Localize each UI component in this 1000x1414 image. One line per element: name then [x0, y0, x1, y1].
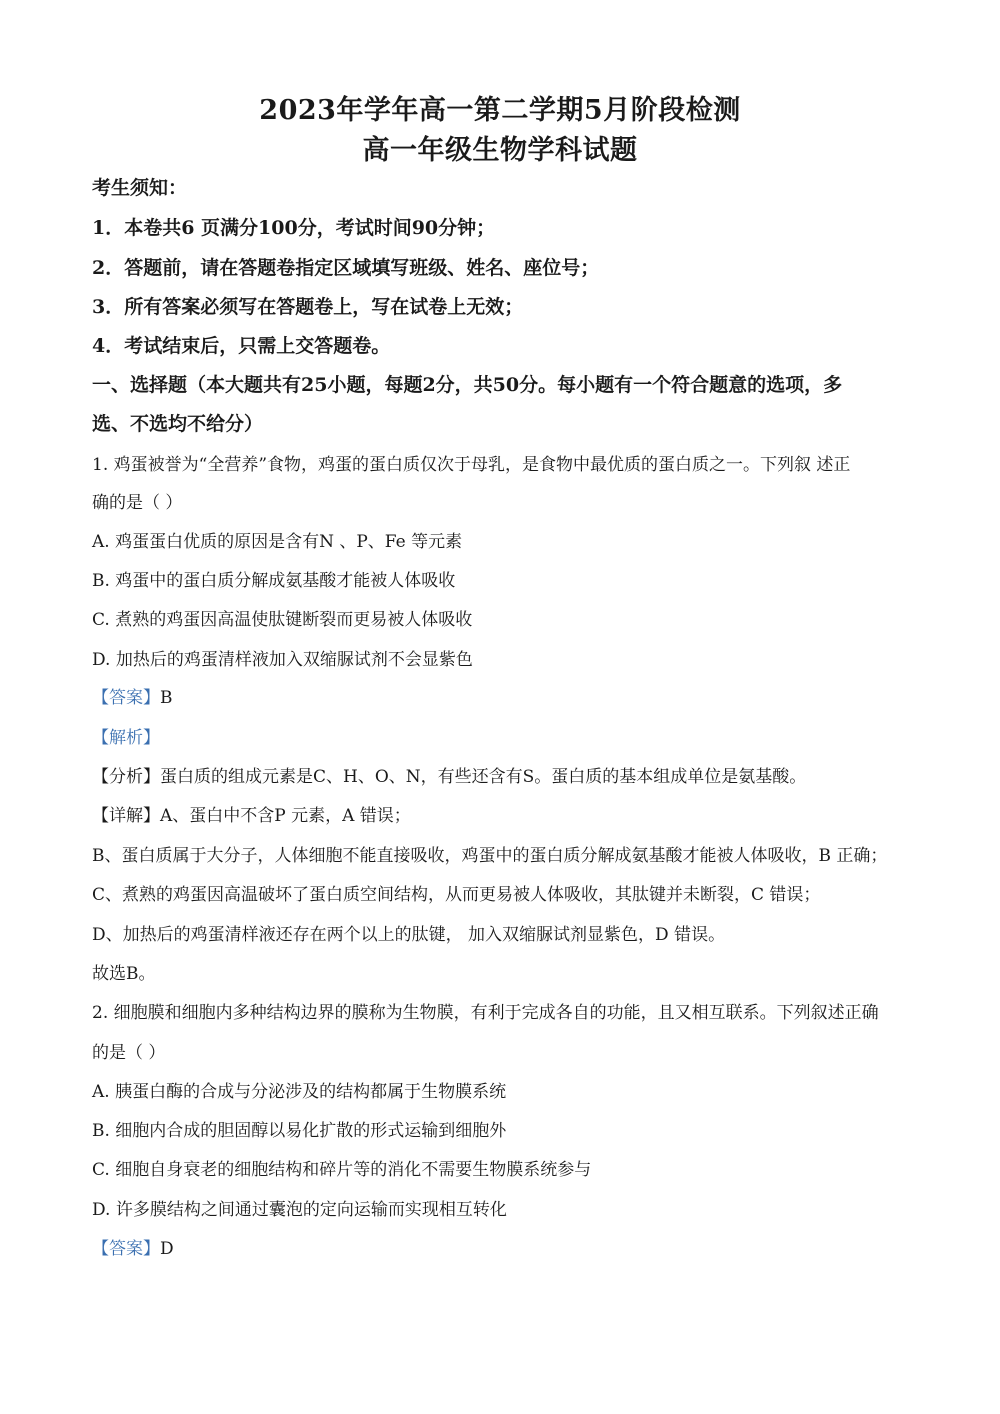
q1-detail-c: C、煮熟的鸡蛋因高温破坏了蛋白质空间结构，从而更易被人体吸收，其肽键并未断裂，C 错误； [92, 885, 821, 905]
q2-stem: 2. 细胞膜和细胞内多种结构边界的膜称为生物膜，有利于完成各自的功能，且又相互联系。下列叙述正确 [92, 1003, 879, 1023]
fenxi-tag: 【分析】 [92, 767, 160, 787]
xiangjie-text: A、蛋白中不含P 元素，A 错误； [160, 806, 411, 826]
notice-item: 4．考试结束后，只需上交答题卷。 [92, 335, 391, 357]
xiangjie-tag: 【详解】 [92, 806, 160, 826]
q1-xiangjie [92, 801, 411, 826]
q1-option-d: D. 加热后的鸡蛋清样液加入双缩脲试剂不会显紫色 [92, 650, 473, 670]
notice-heading: 考生须知： [92, 177, 188, 199]
q2-option-c: C. 细胞自身衰老的细胞结构和碎片等的消化不需要生物膜系统参与 [92, 1160, 592, 1180]
q1-stem: 1. 鸡蛋被誉为“全营养”食物，鸡蛋的蛋白质仅次于母乳，是食物中最优质的蛋白质之一。下列叙 述正 [92, 455, 851, 475]
q2-option-b: B. 细胞内合成的胆固醇以易化扩散的形式运输到细胞外 [92, 1121, 507, 1141]
q2-stem-cont: 的是（ ） [92, 1043, 166, 1063]
q1-detail-d: D、加热后的鸡蛋清样液还存在两个以上的肽键， 加入双缩脲试剂显紫色，D 错误。 [92, 925, 726, 945]
exam-title-line2: 高一年级生物学科试题 [362, 135, 638, 166]
q1-analysis-tag: 【解析】 [92, 728, 160, 748]
q1-conclusion: 故选B。 [92, 964, 156, 984]
q1-option-c: C. 煮熟的鸡蛋因高温使肽键断裂而更易被人体吸收 [92, 610, 473, 630]
notice-item: 3．所有答案必须写在答题卷上，写在试卷上无效； [92, 296, 524, 318]
q1-fenxi [92, 762, 806, 787]
answer-tag: 【答案】 [92, 1239, 160, 1259]
q1-stem-cont: 确的是（ ） [92, 493, 183, 513]
q1-option-a: A. 鸡蛋蛋白优质的原因是含有N 、P、Fe 等元素 [92, 532, 463, 552]
q1-answer [92, 683, 173, 708]
q2-option-d: D. 许多膜结构之间通过囊泡的定向运输而实现相互转化 [92, 1200, 507, 1220]
q1-detail-b: B、蛋白质属于大分子，人体细胞不能直接吸收，鸡蛋中的蛋白质分解成氨基酸才能被人体吸收，B 正确； [92, 846, 888, 866]
answer-tag: 【答案】 [92, 688, 160, 708]
answer-value: D [160, 1239, 174, 1259]
exam-title-line1: 2023年学年高一第二学期5月阶段检测 [259, 95, 741, 126]
section-heading-cont: 选、不选均不给分） [92, 413, 264, 435]
notice-item: 1．本卷共6 页满分100分，考试时间90分钟； [92, 217, 496, 239]
notice-item: 2．答题前，请在答题卷指定区域填写班级、姓名、座位号； [92, 257, 600, 279]
answer-value: B [160, 688, 173, 708]
section-heading: 一、选择题（本大题共有25小题，每题2分，共50分。每小题有一个符合题意的选项，多 [92, 374, 843, 396]
q2-answer [92, 1234, 174, 1259]
fenxi-text: 蛋白质的组成元素是C、H、O、N，有些还含有S。蛋白质的基本组成单位是氨基酸。 [160, 767, 807, 787]
q2-option-a: A. 胰蛋白酶的合成与分泌涉及的结构都属于生物膜系统 [92, 1082, 507, 1102]
q1-option-b: B. 鸡蛋中的蛋白质分解成氨基酸才能被人体吸收 [92, 571, 456, 591]
